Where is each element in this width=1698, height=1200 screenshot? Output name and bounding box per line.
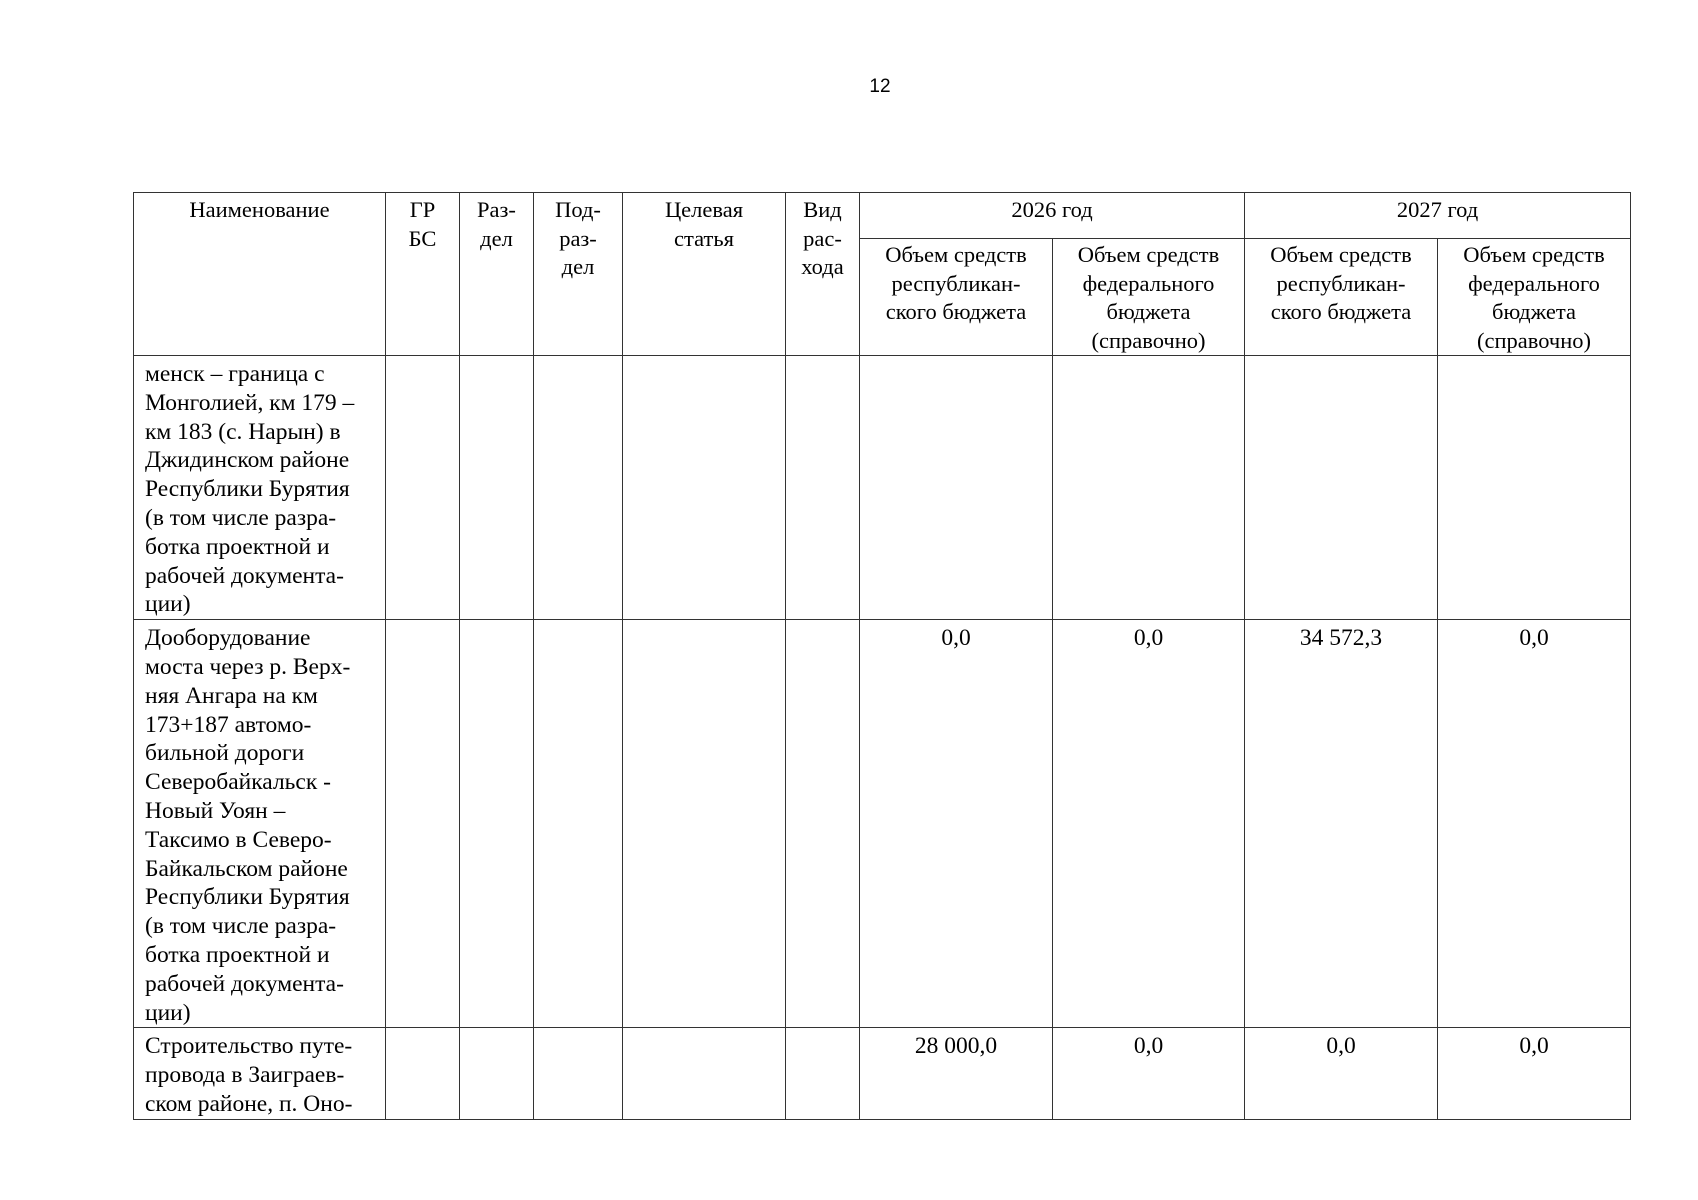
row-name-cell: Дооборудование моста через р. Верх- няя Ангара на км 173+187 автомо- бильной дороги Северобайкальск - Новый Уоян – Таксимо в Северо- Байкальском районе Республики Бурятия (в том числе разра- ботка проектной и рабочей документа- ции)	[134, 620, 386, 1028]
podrazdel-cell	[534, 1028, 623, 1119]
grbs-cell	[386, 1028, 460, 1119]
header-razdel: Раз- дел	[460, 193, 534, 356]
table-row	[134, 620, 1631, 1028]
header-rep-budget-2026: Объем средств республикан- ского бюджета	[860, 239, 1053, 356]
rep-2027-cell: 34 572,3	[1245, 620, 1438, 1028]
header-name: Наименование	[134, 193, 386, 356]
target-cell	[623, 1028, 786, 1119]
fed-2027-cell	[1438, 356, 1631, 620]
podrazdel-cell	[534, 356, 623, 620]
razdel-cell	[460, 356, 534, 620]
target-cell	[623, 620, 786, 1028]
rep-2027-cell	[1245, 356, 1438, 620]
table-row	[134, 1028, 1631, 1119]
rep-2026-cell	[860, 356, 1053, 620]
grbs-cell	[386, 356, 460, 620]
row-name-cell: Строительство путе- провода в Заиграев- ском районе, п. Оно-	[134, 1028, 386, 1119]
rep-2027-cell: 0,0	[1245, 1028, 1438, 1119]
rep-2026-cell: 0,0	[860, 620, 1053, 1028]
fed-2026-cell: 0,0	[1053, 1028, 1245, 1119]
grbs-cell	[386, 620, 460, 1028]
fed-2027-cell: 0,0	[1438, 1028, 1631, 1119]
table-row	[134, 356, 1631, 620]
header-fed-budget-2027: Объем средств федерального бюджета (справочно)	[1438, 239, 1631, 356]
budget-table	[133, 192, 1631, 1120]
header-grbs: ГР БС	[386, 193, 460, 356]
vid-cell	[786, 1028, 860, 1119]
header-podrazdel: Под- раз- дел	[534, 193, 623, 356]
header-year-2027: 2027 год	[1245, 193, 1631, 239]
fed-2027-cell: 0,0	[1438, 620, 1631, 1028]
header-fed-budget-2026: Объем средств федерального бюджета (справочно)	[1053, 239, 1245, 356]
fed-2026-cell: 0,0	[1053, 620, 1245, 1028]
razdel-cell	[460, 1028, 534, 1119]
header-year-2026: 2026 год	[860, 193, 1245, 239]
table-header	[134, 193, 1631, 356]
vid-cell	[786, 620, 860, 1028]
row-name-cell: менск – граница с Монголией, км 179 – км 183 (с. Нарын) в Джидинском районе Республики Бурятия (в том числе разра- ботка проектной и рабочей документа- ции)	[134, 356, 386, 620]
header-rep-budget-2027: Объем средств республикан- ского бюджета	[1245, 239, 1438, 356]
page-number: 12	[869, 76, 891, 97]
podrazdel-cell	[534, 620, 623, 1028]
rep-2026-cell: 28 000,0	[860, 1028, 1053, 1119]
header-expense-type: Вид рас- хода	[786, 193, 860, 356]
header-target-article: Целевая статья	[623, 193, 786, 356]
target-cell	[623, 356, 786, 620]
razdel-cell	[460, 620, 534, 1028]
vid-cell	[786, 356, 860, 620]
fed-2026-cell	[1053, 356, 1245, 620]
